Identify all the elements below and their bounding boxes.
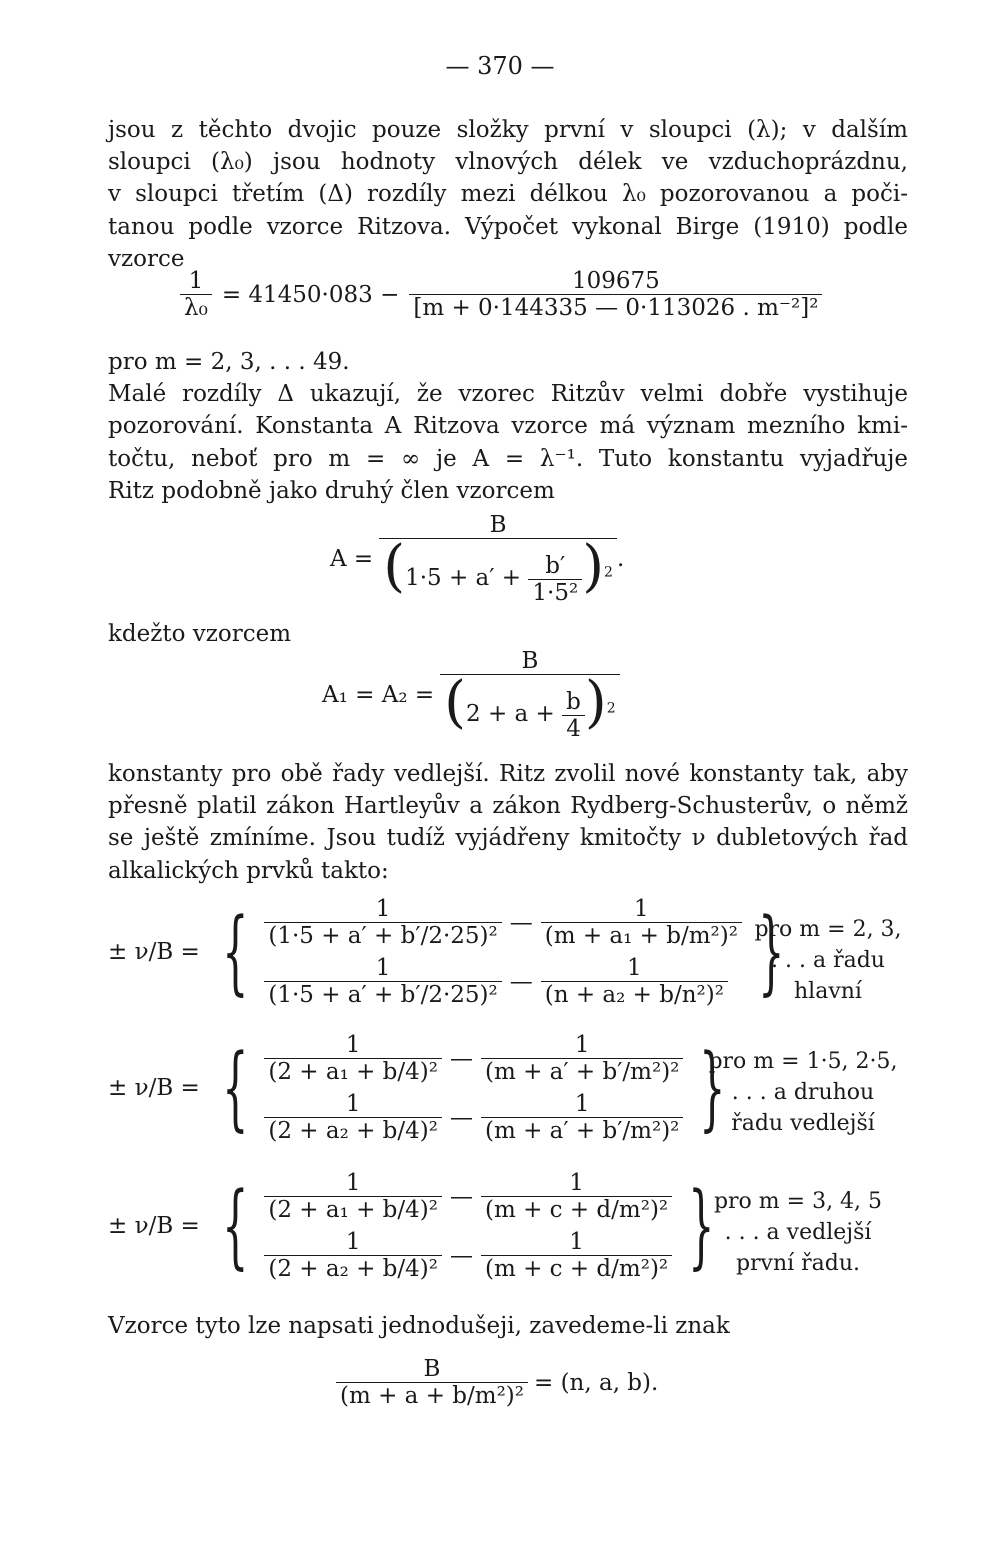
system-note-3: pro m = 3, 4, 5 . . . a vedlejší první řadu. [713, 1189, 883, 1276]
paragraph-1 [108, 114, 908, 275]
text-line: Malé rozdíly Δ ukazují, že vzorec Ritzův velmi dobře vystihuje [108, 381, 908, 408]
fraction-rhs: $\frac{109675}{\text{[m + 0·144335 — 0·113026 . m⁻²]²}}$ [409, 268, 822, 321]
text-line: Ritz podobně jako druhý člen vzorcem [108, 477, 555, 504]
formula-row: $\frac{1}{\text{(2 + a₁ + b/4)²}}$ — $\frac{1}{\text{(m + a′ + b′/m²)²}}$ [264, 1032, 683, 1085]
formula-row: $\frac{1}{\text{(1·5 + a′ + b′/2·25)²}}$ — $\frac{1}{\text{(m + a₁ + b/m²)²}}$ [264, 896, 742, 949]
text-line: Vzorce tyto lze napsati jednodušeji, zavedeme-li znak [108, 1313, 730, 1339]
equation-notation: $\frac{B}{\text{(m + a + b/m²)²}}$ = (n, a, b). [336, 1356, 658, 1409]
text-line: se ještě zmíníme. Jsou tudíž vyjádřeny kmitočty ν dubletových řad [108, 825, 908, 852]
paragraph-2 [108, 346, 908, 507]
paragraph-4 [108, 758, 908, 887]
text-line: pro m = 2, 3, . . . 49. [108, 349, 350, 375]
formula-row: $\frac{1}{\text{(2 + a₂ + b/4)²}}$ — $\frac{1}{\text{(m + c + d/m²)²}}$ [264, 1229, 672, 1282]
text-line: konstanty pro obě řady vedlejší. Ritz zvolil nové konstanty tak, aby [108, 761, 908, 787]
text-line: pozorování. Konstanta A Ritzova vzorce má význam mezního kmi- [108, 413, 908, 440]
formula-system-3: ± ν/B = { $\frac{1}{\text{(2 + a₁ + b/4)²}}$ — $\frac{1}{\text{(m + c + d/m²)²}}$ $\frac{1}{\text{(2 + a₂ + b/4)²}}$ — $\frac{1}{\text{(m + c + d/m²)²}}$ } [108, 1170, 715, 1282]
fraction-lhs: $\frac{1}{\text{λ₀}}$ [180, 268, 212, 321]
formula-row: $\frac{1}{\text{(2 + a₂ + b/4)²}}$ — $\frac{1}{\text{(m + a′ + b′/m²)²}}$ [264, 1091, 683, 1144]
text-line: kdežto vzorcem [108, 621, 292, 647]
text-line: tanou podle vzorce Ritzova. Výpočet vykonal Birge (1910) podle [108, 213, 908, 240]
fraction: B (1·5 + a′ + $\frac{b'}{\text{1·5²}}$ )$^2$ [379, 512, 617, 606]
text-line: v sloupci třetím (Δ) rozdíly mezi délkou λ₀ pozorovanou a poči- [108, 181, 908, 208]
equation-a1-a2: A₁ = A₂ = B (2 + a + $\frac{b}{4}$ )$^2$ [322, 648, 620, 742]
formula-row: $\frac{1}{\text{(2 + a₁ + b/4)²}}$ — $\frac{1}{\text{(m + c + d/m²)²}}$ [264, 1170, 672, 1223]
fraction: $\frac{B}{\text{(m + a + b/m²)²}}$ [336, 1356, 528, 1409]
formula-row: $\frac{1}{\text{(1·5 + a′ + b′/2·25)²}}$ — $\frac{1}{\text{(n + a₂ + b/n²)²}}$ [264, 955, 742, 1008]
equation-birge: $\frac{1}{\text{λ₀}}$ = 41450·083 − $\frac{109675}{\text{[m + 0·144335 — 0·113026 . m⁻²]²}}$ [180, 268, 822, 321]
paragraph-3 [108, 618, 908, 650]
text-line: sloupci (λ₀) jsou hodnoty vlnových délek ve vzduchoprázdnu, [108, 149, 908, 176]
fraction: B (2 + a + $\frac{b}{4}$ )$^2$ [440, 648, 620, 742]
equation-ritz-a: A = B (1·5 + a′ + $\frac{b'}{\text{1·5²}}$ )$^2$ . [330, 512, 625, 606]
formula-system-2: ± ν/B = { $\frac{1}{\text{(2 + a₁ + b/4)²}}$ — $\frac{1}{\text{(m + a′ + b′/m²)²}}$ $\frac{1}{\text{(2 + a₂ + b/4)²}}$ — $\frac{1}{\text{(m + a′ + b′/m²)²}}$ } [108, 1032, 726, 1144]
text-line: přesně platil zákon Hartleyův a zákon Rydberg-Schusterův, o němž [108, 793, 908, 820]
system-note-2: pro m = 1·5, 2·5, . . . a druhou řadu vedlejší [708, 1049, 898, 1136]
text-line: jsou z těchto dvojic pouze složky první v sloupci (λ); v dalším [108, 117, 908, 143]
text-line: vzorce [108, 245, 185, 272]
formula-system-1: ± ν/B = { $\frac{1}{\text{(1·5 + a′ + b′/2·25)²}}$ — $\frac{1}{\text{(m + a₁ + b/m²)²}}$ $\frac{1}{\text{(1·5 + a′ + b′/2·25)²}}$ — $\frac{1}{\text{(n + a₂ + b/n²)²}}$ } [108, 896, 785, 1008]
system-note-1: pro m = 2, 3, . . . a řadu hlavní [754, 917, 902, 1004]
page-number: — 370 — [445, 52, 555, 80]
text-line: točtu, neboť pro m = ∞ je A = λ⁻¹. Tuto konstantu vyjadřuje [108, 445, 908, 472]
paragraph-5 [108, 1310, 908, 1342]
text-line: alkalických prvků takto: [108, 857, 389, 884]
